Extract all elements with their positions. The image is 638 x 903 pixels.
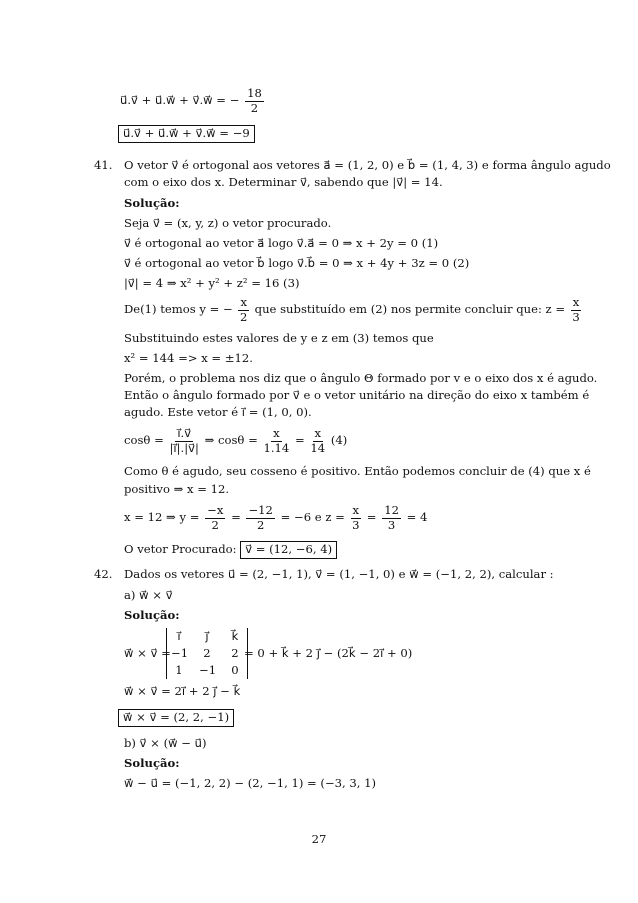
fraction: [571, 297, 582, 323]
det-cell: −1: [171, 646, 189, 660]
fraction-numerator: −x: [207, 503, 224, 517]
p41-step: agudo. Este vetor é i⃗ = (1, 0, 0).: [124, 405, 312, 419]
text: = −6 e z =: [280, 510, 345, 525]
fraction-denominator: 1.14: [263, 440, 290, 455]
determinant-matrix: [166, 628, 248, 679]
p42-part-b: b) v⃗ × (w⃗ − u⃗): [124, 736, 207, 750]
solution-label: Solução:: [124, 608, 180, 622]
p41-step: v⃗ é ortogonal ao vetor b⃗ logo v⃗.b⃗ = 0 ⇒ x + 4y + 3z = 0 (2): [124, 256, 470, 270]
fraction-denominator: 3: [572, 309, 580, 324]
p42-step: w⃗ − u⃗ = (−1, 2, 2) − (2, −1, 1) = (−3, 3, 1): [124, 776, 377, 790]
text: (4): [330, 433, 348, 448]
p41-step: Como θ é agudo, seu cosseno é positivo. Então podemos concluir de (4) que x é: [124, 464, 591, 478]
text: que substituído em (2) nos permite concluir que: z =: [254, 302, 566, 317]
fraction: [351, 505, 362, 531]
fraction-numerator: x: [352, 503, 360, 517]
answer-label: O vetor Procurado:: [124, 542, 237, 556]
p41-step: Seja v⃗ = (x, y, z) o vetor procurado.: [124, 216, 332, 230]
p41-step: Substituindo estes valores de y e z em (3) temos que: [124, 331, 434, 345]
p41-step: Porém, o problema nos diz que o ângulo Θ formado por v e o eixo dos x é agudo.: [124, 371, 598, 385]
det-cell: j⃗: [205, 629, 209, 643]
det-cell: k⃗: [231, 629, 239, 643]
boxed-answer: w⃗ × v⃗ = (2, 2, −1): [118, 709, 234, 727]
eq-line-2: [118, 125, 255, 143]
det-row-2: [171, 645, 243, 662]
fraction: [238, 297, 249, 323]
p41-step: v⃗ é ortogonal ao vetor a⃗ logo v⃗.a⃗ = 0 ⇒ x + 2y = 0 (1): [124, 236, 439, 250]
fraction-numerator: x: [314, 426, 322, 440]
fraction: [245, 88, 264, 114]
page-number: 27: [311, 832, 327, 846]
det-cell: i⃗: [177, 629, 181, 643]
det-row-1: [171, 628, 243, 645]
det-cell: 1: [175, 663, 183, 677]
problem-number: 42.: [94, 567, 113, 581]
text: =: [231, 510, 241, 525]
p42-step: w⃗ × v⃗ = 2i⃗ + 2 j⃗ − k⃗: [124, 684, 241, 698]
fraction: [205, 505, 225, 531]
p41-step: positivo ⇒ x = 12.: [124, 482, 230, 496]
text: ⇒ cosθ =: [204, 433, 258, 448]
text: cosθ =: [124, 433, 164, 448]
text: =: [295, 433, 305, 448]
fraction-denominator: 2: [257, 517, 265, 532]
problem-text: O vetor v⃗ é ortogonal aos vetores a⃗ = (1, 2, 0) e b⃗ = (1, 4, 3) e forma ângulo agudo: [124, 158, 611, 172]
fraction-numerator: x: [240, 295, 247, 309]
eq-text: u⃗.v⃗ + u⃗.w⃗ + v⃗.w⃗ = −: [120, 93, 240, 108]
det-row-3: [171, 662, 243, 679]
boxed-answer: v⃗ = (12, −6, 4): [240, 541, 337, 559]
fraction-numerator: 18: [247, 86, 262, 100]
problem-41-line-2: com o eixo dos x. Determinar v⃗, sabendo que |v⃗| = 14.: [124, 175, 443, 189]
p42-det-lhs: w⃗ × v⃗ =: [124, 646, 171, 660]
det-cell: 2: [203, 646, 211, 660]
problem-42-line-1: [94, 569, 554, 581]
fraction-denominator: 14: [310, 440, 326, 455]
p42-part-a: a) w⃗ × v⃗: [124, 588, 173, 602]
det-cell: 0: [231, 663, 239, 677]
p41-step-fraction: [124, 297, 583, 323]
p42-det-rhs: = 0 + k⃗ + 2 j⃗ − (2k⃗ − 2i⃗ + 0): [244, 646, 413, 660]
boxed-result: u⃗.v⃗ + u⃗.w⃗ + v⃗.w⃗ = −9: [118, 125, 255, 143]
fraction-denominator: 2: [211, 517, 219, 532]
problem-41-line-1: [94, 160, 611, 172]
p41-step: |v⃗| = 4 ⇒ x² + y² + z² = 16 (3): [124, 276, 300, 290]
eq-line-1: [120, 88, 266, 114]
det-cell: 2: [231, 646, 239, 660]
text: =: [366, 510, 377, 525]
fraction-denominator: 3: [352, 517, 360, 532]
text: De(1) temos y = −: [124, 302, 233, 317]
fraction: [382, 505, 401, 531]
fraction-denominator: 2: [250, 100, 259, 115]
det-cell: −1: [199, 663, 217, 677]
p41-answer: [124, 541, 337, 559]
p41-cos-equation: [124, 428, 347, 454]
p42-boxed: [118, 709, 234, 727]
text: x = 12 ⇒ y =: [124, 510, 200, 525]
fraction-numerator: 12: [384, 503, 399, 517]
fraction-denominator: 3: [387, 517, 396, 532]
fraction-denominator: |i⃗|.|v⃗|: [169, 440, 199, 455]
p41-step: x² = 144 => x = ±12.: [124, 351, 253, 365]
problem-number: 41.: [94, 158, 113, 172]
fraction-denominator: 2: [240, 309, 248, 324]
fraction-numerator: i⃗.v⃗: [177, 426, 192, 440]
p41-step: Então o ângulo formado por v⃗ e o vetor unitário na direção do eixo x também é: [124, 388, 590, 402]
fraction-numerator: −12: [248, 503, 273, 517]
fraction: [263, 428, 289, 454]
text: = 4: [406, 510, 428, 525]
fraction: [170, 428, 199, 454]
fraction: [310, 428, 325, 454]
fraction-numerator: x: [273, 426, 280, 440]
solution-label: Solução:: [124, 196, 180, 210]
p41-final-calc: [124, 505, 427, 531]
solution-label: Solução:: [124, 756, 180, 770]
fraction: [246, 505, 274, 531]
fraction-numerator: x: [572, 295, 580, 309]
problem-text: Dados os vetores u⃗ = (2, −1, 1), v⃗ = (1, −1, 0) e w⃗ = (−1, 2, 2), calcular :: [124, 567, 554, 581]
